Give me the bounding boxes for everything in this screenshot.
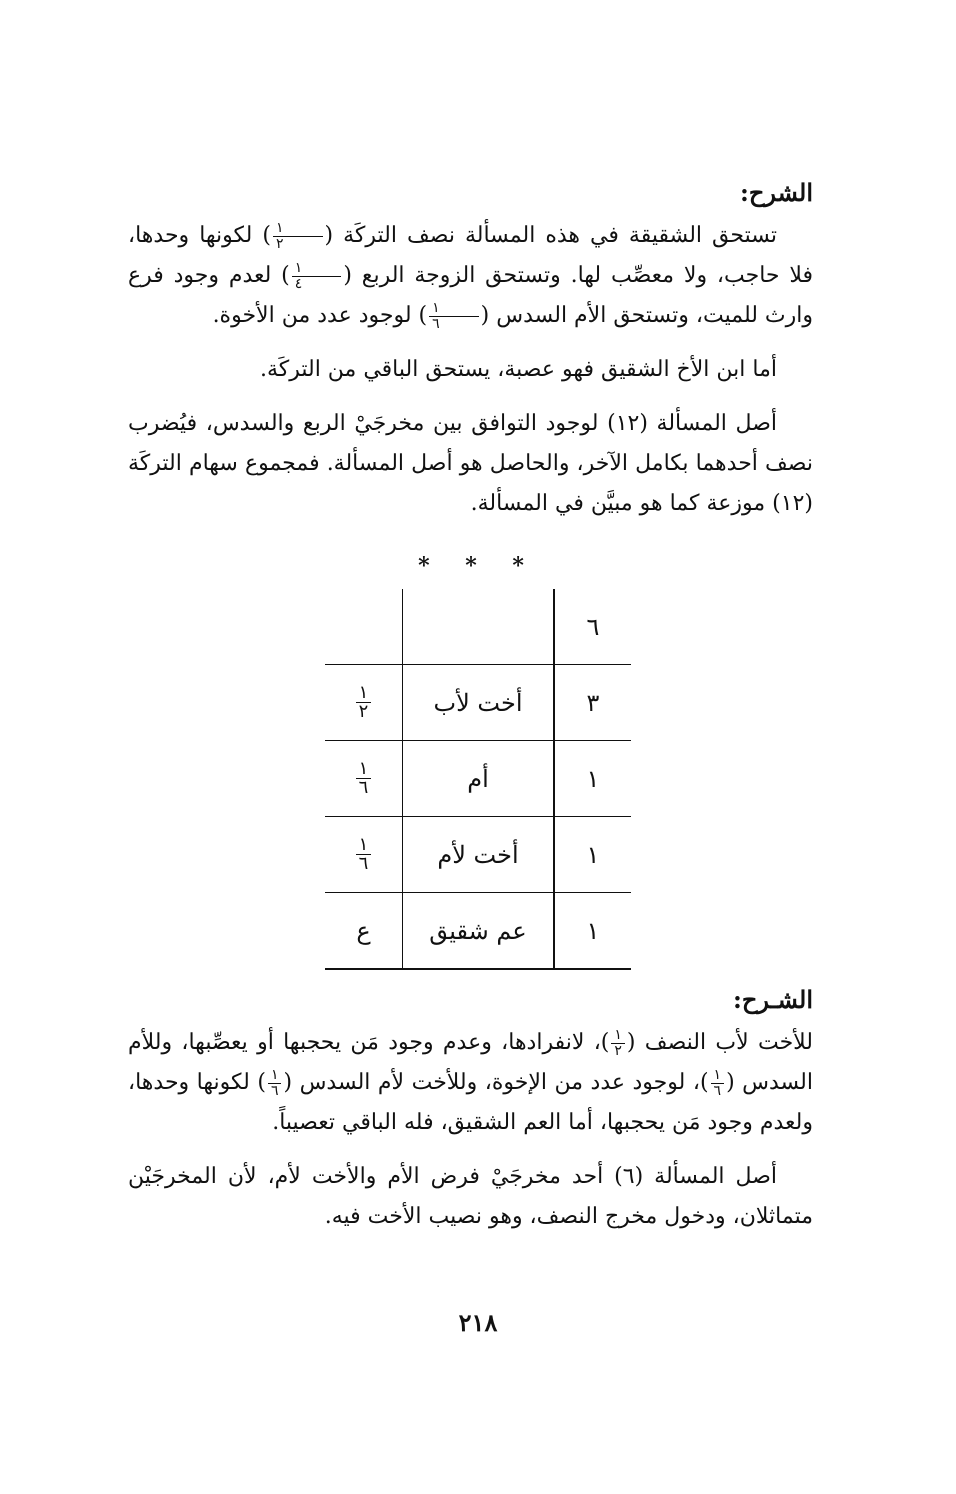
paragraph: أصل المسألة (١٢) لوجود التوافق بين مخرجَيْ الربع والسدس، فيُضرب نصف أحدهما بكامل الآخر، والحاصل هو أصل المسألة. فمجموع سهام التركَة (١٢) موزعة كما هو مبيَّن في المسألة. <box>128 411 813 516</box>
paragraph: أصل المسألة (٦) أحد مخرجَيْ فرض الأم والأخت لأم، لأن المخرجَيْن متماثلان، ودخول مخرج النصف، وهو نصيب الأخت فيه. <box>128 1164 813 1229</box>
fraction-numerator: ١ <box>268 1068 282 1084</box>
table-row <box>325 893 631 970</box>
fraction-denominator: ٦ <box>358 777 369 798</box>
fraction <box>711 1068 725 1099</box>
fraction-denominator: ٦ <box>713 1082 722 1099</box>
share-value: ٣ <box>554 665 631 741</box>
paragraph: أما ابن الأخ الشقيق فهو عصبة، يستحق الباقي من التركَة. <box>259 357 777 382</box>
text-run: ) لكونها وحدها، ولعدم وجود مَن يحجبها، أما العم الشقيق، فله الباقي تعصيباً. <box>128 1070 813 1135</box>
base-value: ٦ <box>554 589 631 665</box>
fraction-numerator: ١ <box>273 221 323 237</box>
paragraph <box>128 216 813 336</box>
fraction-numerator: ١ <box>356 684 372 703</box>
fraction-denominator: ٦ <box>358 853 369 874</box>
paragraph <box>128 1023 813 1143</box>
heir-name: أخت لأب <box>403 665 555 741</box>
table-row <box>325 665 631 741</box>
text-run: )، لانفرادها، وعدم وجود مَن يحجبها أو يعصِّبها، وللأم السدس ( <box>128 1030 813 1095</box>
text-run: )، لوجود عدد من الإخوة، وللأخت لأم السدس ( <box>283 1070 709 1095</box>
heir-name: أم <box>403 741 555 817</box>
fraction <box>292 261 342 292</box>
share-fraction <box>325 817 403 893</box>
page-number: ٢١٨ <box>458 1308 498 1337</box>
fraction-denominator: ٤ <box>294 275 303 292</box>
table-row <box>325 817 631 893</box>
fraction-numerator: ١ <box>611 1028 625 1044</box>
share-value: ١ <box>554 817 631 893</box>
fraction-denominator: ٢ <box>275 235 284 252</box>
fraction-denominator: ٦ <box>432 315 440 332</box>
share-residuary: ع <box>325 893 403 970</box>
text-run: تستحق الشقيقة في هذه المسألة نصف التركَة ( <box>324 223 777 248</box>
section-heading: الشـرح: <box>732 985 813 1014</box>
fraction-numerator: ١ <box>429 301 479 317</box>
fraction-denominator: ٦ <box>270 1082 279 1099</box>
heir-name: عم شقيق <box>403 893 555 970</box>
text-run: ) لوجود عدد من الأخوة. <box>212 303 428 328</box>
fraction-denominator: ٢ <box>358 701 369 722</box>
explanation-section-1 <box>128 178 813 524</box>
fraction <box>273 221 323 252</box>
table-header-row <box>325 589 631 665</box>
share-value: ١ <box>554 893 631 970</box>
fraction <box>268 1068 282 1099</box>
fraction <box>611 1028 625 1059</box>
fraction-numerator: ١ <box>356 836 372 855</box>
header-blank <box>325 589 403 665</box>
inheritance-table <box>325 589 631 970</box>
fraction <box>429 301 479 332</box>
fraction-numerator: ١ <box>356 760 372 779</box>
explanation-section-2 <box>128 985 813 1237</box>
fraction-denominator: ٢ <box>614 1042 622 1059</box>
fraction-numerator: ١ <box>292 261 342 277</box>
share-fraction <box>325 665 403 741</box>
section-heading: الشرح: <box>740 178 813 207</box>
text-run: ) لعدم وجود فرع وارث للميت، وتستحق الأم السدس ( <box>128 263 813 328</box>
header-empty-cell <box>403 589 555 665</box>
heir-name: أخت لأم <box>403 817 555 893</box>
fraction-numerator: ١ <box>711 1068 725 1084</box>
text-run: ) لكونها وحدها، فلا حاجب، ولا معصِّب لها. وتستحق الزوجة الربع ( <box>128 223 814 288</box>
share-value: ١ <box>554 741 631 817</box>
text-run: للأخت لأب النصف ( <box>626 1030 813 1055</box>
table-row <box>325 741 631 817</box>
section-divider: * * * <box>418 553 538 579</box>
share-fraction <box>325 741 403 817</box>
